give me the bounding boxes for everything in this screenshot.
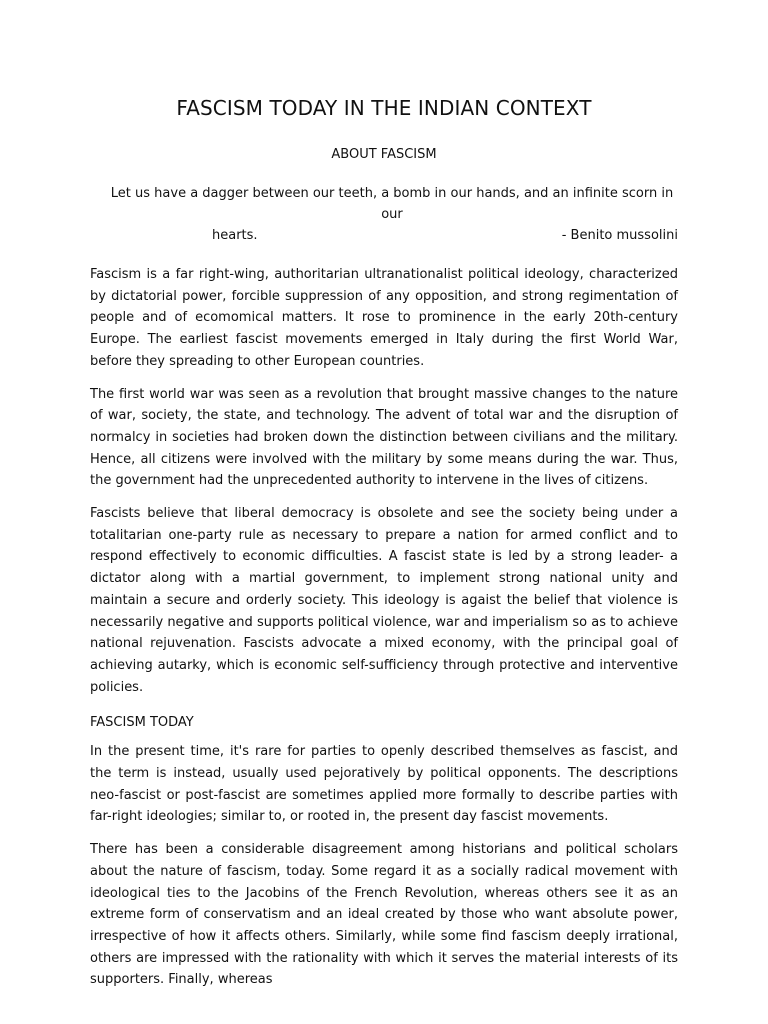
quote-line-1: Let us have a dagger between our teeth, a bomb in our hands, and an infinite scorn in our [110, 186, 674, 222]
paragraph: There has been a considerable disagreement among historians and political scholars about the nature of fascism, today. Some regard it as a socially radical movement with ideological ties to the Jacobins of the French Revolution, whereas others see it as an extreme form of conservatism and an ideal created by those who want absolute power, irrespective of how it affects others. Similarly, while some find fascism deeply irrational, others are impressed with the rationality with which it serves the material interests of its supporters. Finally, whereas [90, 842, 678, 988]
epigraph-quote [90, 183, 678, 246]
quote-line-2 [90, 225, 678, 246]
document-title: FASCISM TODAY IN THE INDIAN CONTEXT [176, 96, 592, 120]
section-heading-about: ABOUT FASCISM [331, 147, 437, 162]
paragraph: The first world war was seen as a revolution that brought massive changes to the nature of war, society, the state, and technology. The advent of total war and the disruption of normalcy in societies had broken down the distinction between civilians and the military. Hence, all citizens were involved with the military by some means during the war. Thus, the government had the unprecedented authority to intervene in the lives of citizens. [90, 386, 678, 489]
section-heading-today: FASCISM TODAY [90, 715, 194, 731]
paragraph: Fascism is a far right-wing, authoritarian ultranationalist political ideology, characterized by dictatorial power, forcible suppression of any opposition, and strong regimentation of people and of ecomomical matters. It rose to prominence in the early 20th-century Europe. The earliest fascist movements emerged in Italy during the first World War, before they spreading to other European countries. [90, 267, 678, 369]
paragraph: In the present time, it's rare for parties to openly described themselves as fascist, and the term is instead, usually used pejoratively by political opponents. The descriptions neo-fascist or post-fascist are sometimes applied more formally to describe parties with far-right ideologies; similar to, or rooted in, the present day fascist movements. [90, 744, 678, 825]
quote-attribution: - Benito mussolini [561, 228, 678, 243]
quote-line-2-text: hearts. [212, 228, 258, 243]
paragraph: Fascists believe that liberal democracy is obsolete and see the society being under a totalitarian one-party rule as necessary to prepare a nation for armed conflict and to respond effectively to economic difficulties. A fascist state is led by a strong leader- a dictator along with a martial government, to implement strong national unity and maintain a secure and orderly society. This ideology is agaist the belief that violence is necessarily negative and supports political violence, war and imperialism so as to achieve national rejuvenation. Fascists advocate a mixed economy, with the principal goal of achieving autarky, which is economic self-sufficiency through protective and interventive policies. [90, 506, 678, 695]
